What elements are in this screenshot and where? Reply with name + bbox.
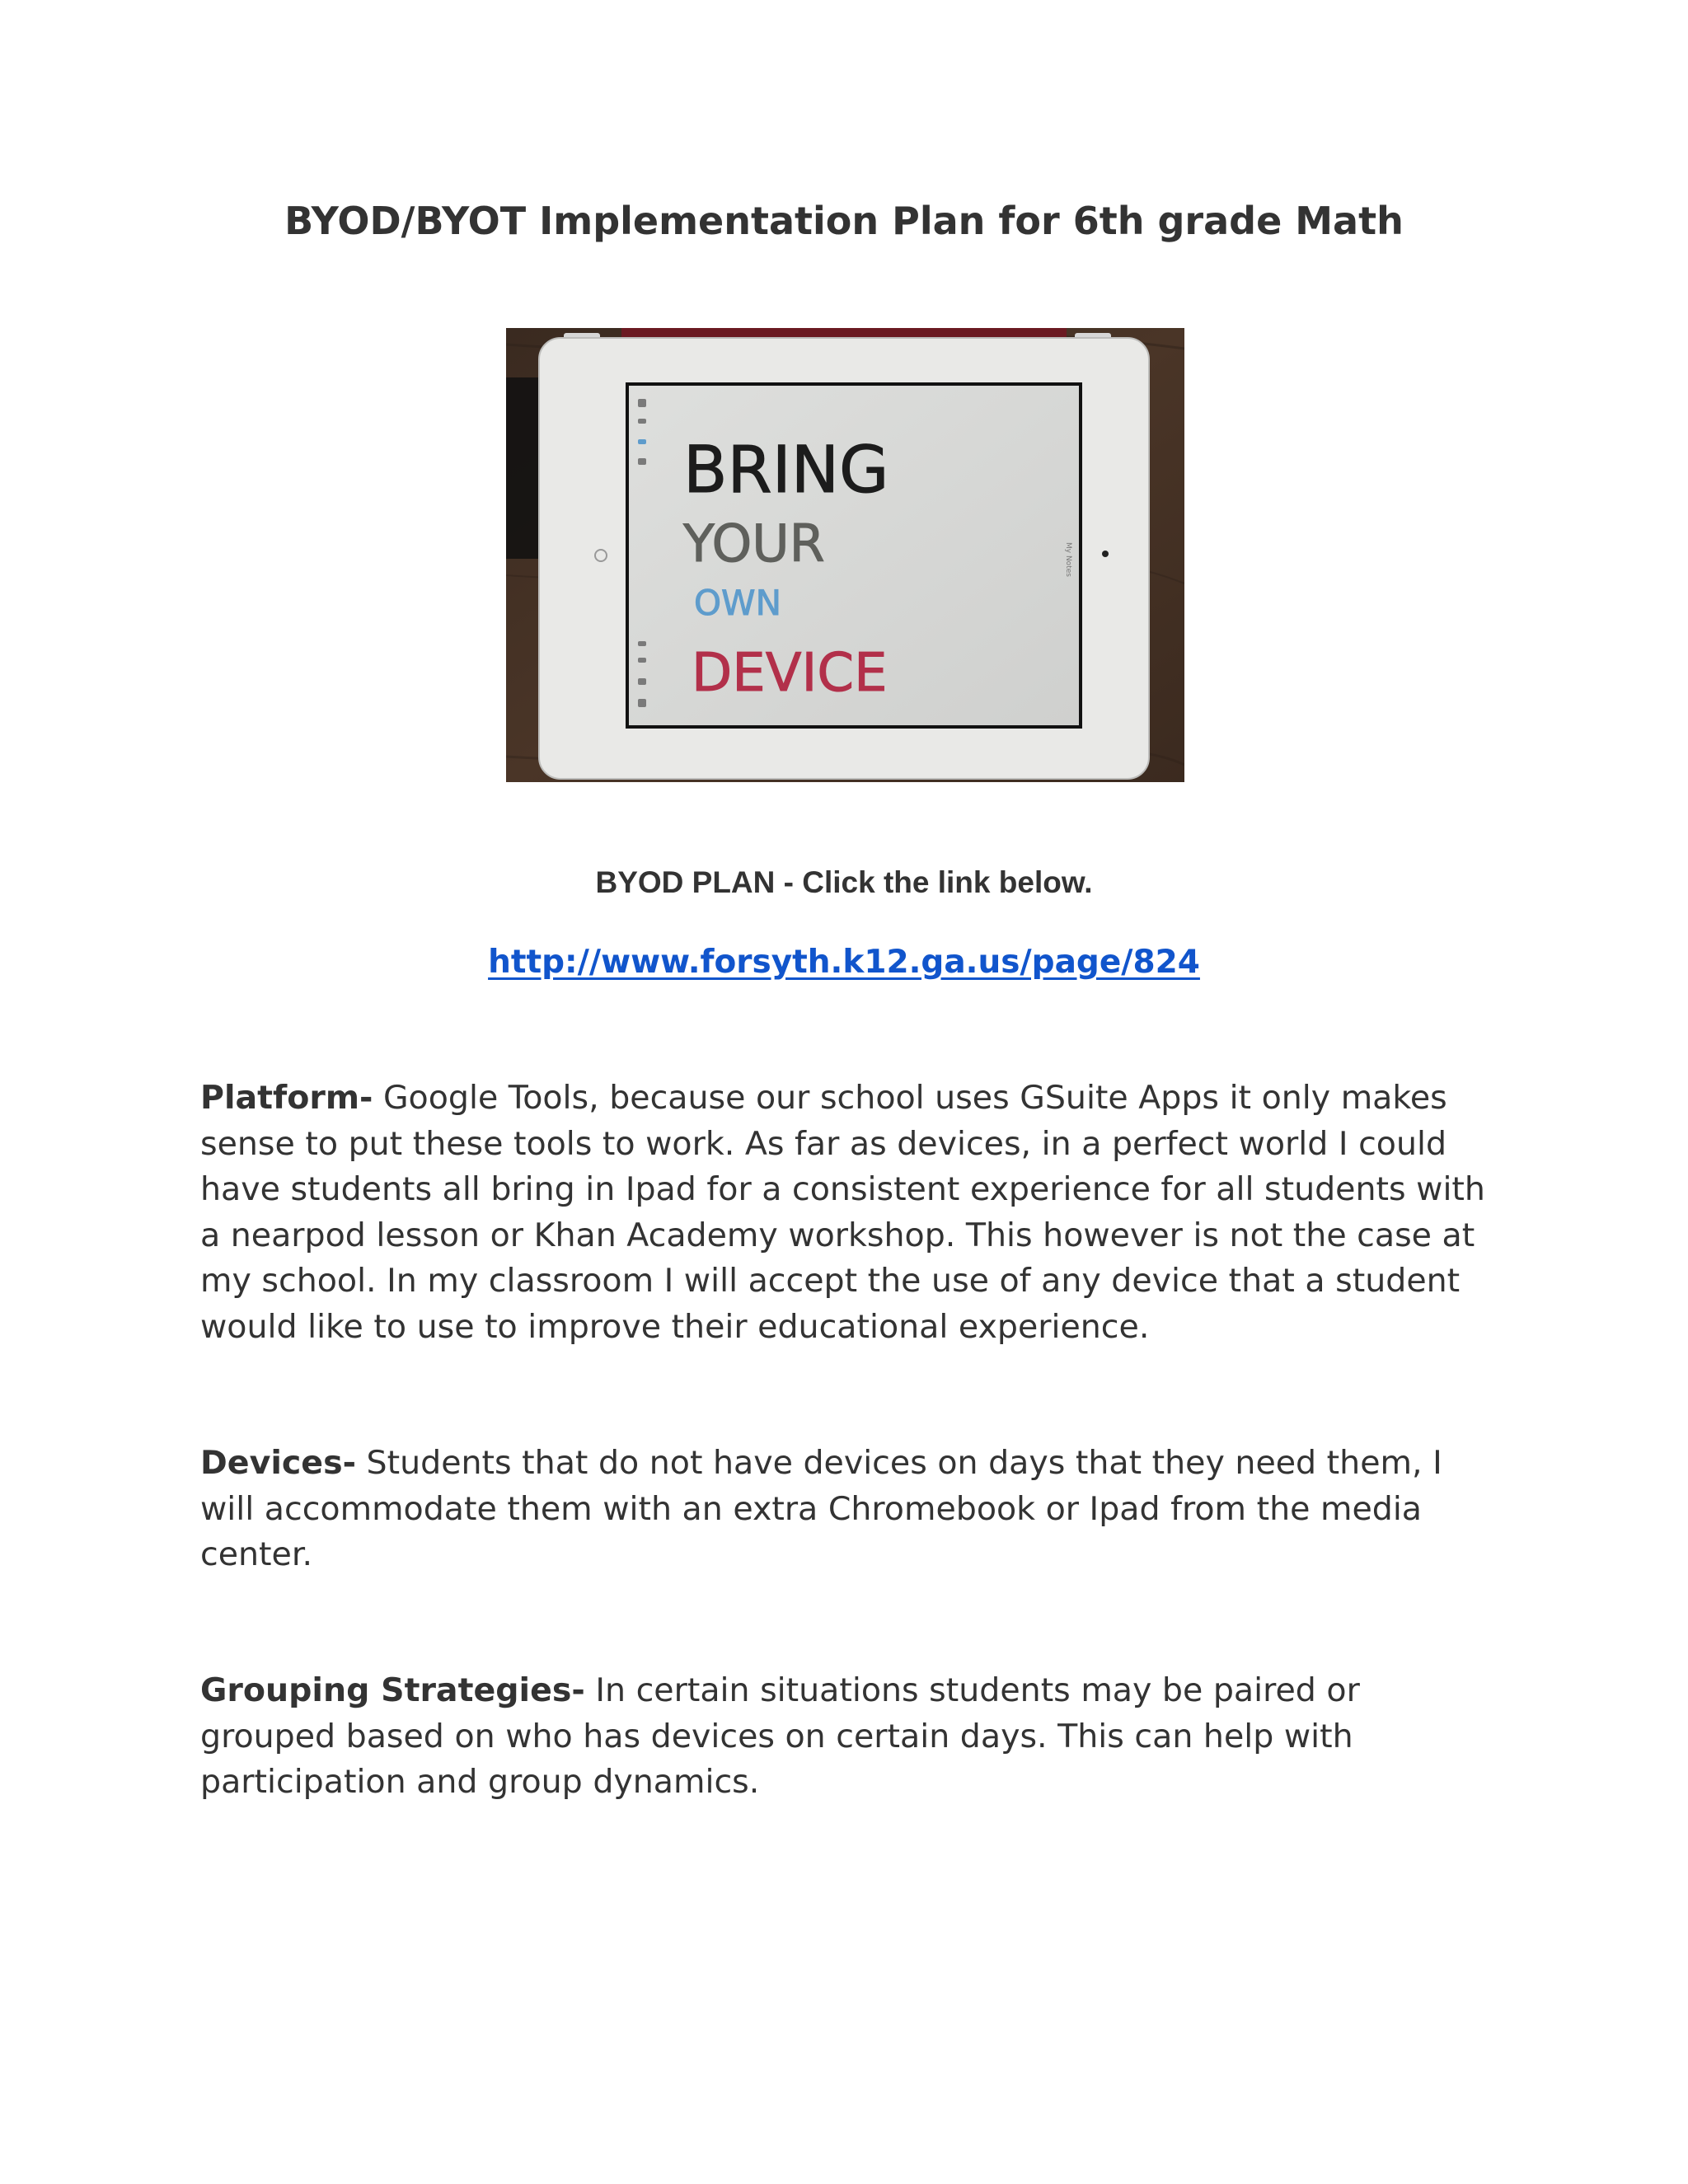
section-platform-text: Google Tools, because our school uses GSuite Apps it only makes sense to put these tools to work. As far as devices, in a perfect world I could have students all bring in Ipad for a consistent experience for all students with a nearpod lesson or Khan Academy workshop. This however is not the case at my school. In my classroom I will accept the use of any device that a student would like to use to improve their educational experience. <box>200 1079 1485 1346</box>
section-devices <box>200 1441 1503 1578</box>
section-devices-text: Students that do not have devices on days that they need them, I will accommodate them with an extra Chromebook or Ipad from the media center. <box>200 1444 1442 1573</box>
image-side-label: My Notes <box>1064 542 1072 577</box>
section-devices-label: Devices- <box>200 1444 356 1482</box>
image-line-own: OWN <box>694 583 782 623</box>
section-grouping-label: Grouping Strategies- <box>200 1671 585 1709</box>
page-title: BYOD/BYOT Implementation Plan for 6th grade Math <box>284 199 1404 243</box>
section-platform <box>200 1076 1503 1350</box>
section-grouping-text: In certain situations students may be paired or grouped based on who has devices on certain days. This can help with participation and group dynamics. <box>200 1671 1360 1801</box>
section-grouping <box>200 1668 1503 1806</box>
section-platform-label: Platform- <box>200 1079 373 1117</box>
byod-tablet-photo <box>506 328 1184 782</box>
image-line-your: YOUR <box>683 513 825 574</box>
image-line-bring: BRING <box>683 434 889 508</box>
image-line-device: DEVICE <box>692 643 888 704</box>
byod-plan-link[interactable]: http://www.forsyth.k12.ga.us/page/824 <box>488 944 1200 981</box>
plan-link-container <box>0 940 1688 986</box>
plan-heading: BYOD PLAN - Click the link below. <box>595 865 1093 899</box>
